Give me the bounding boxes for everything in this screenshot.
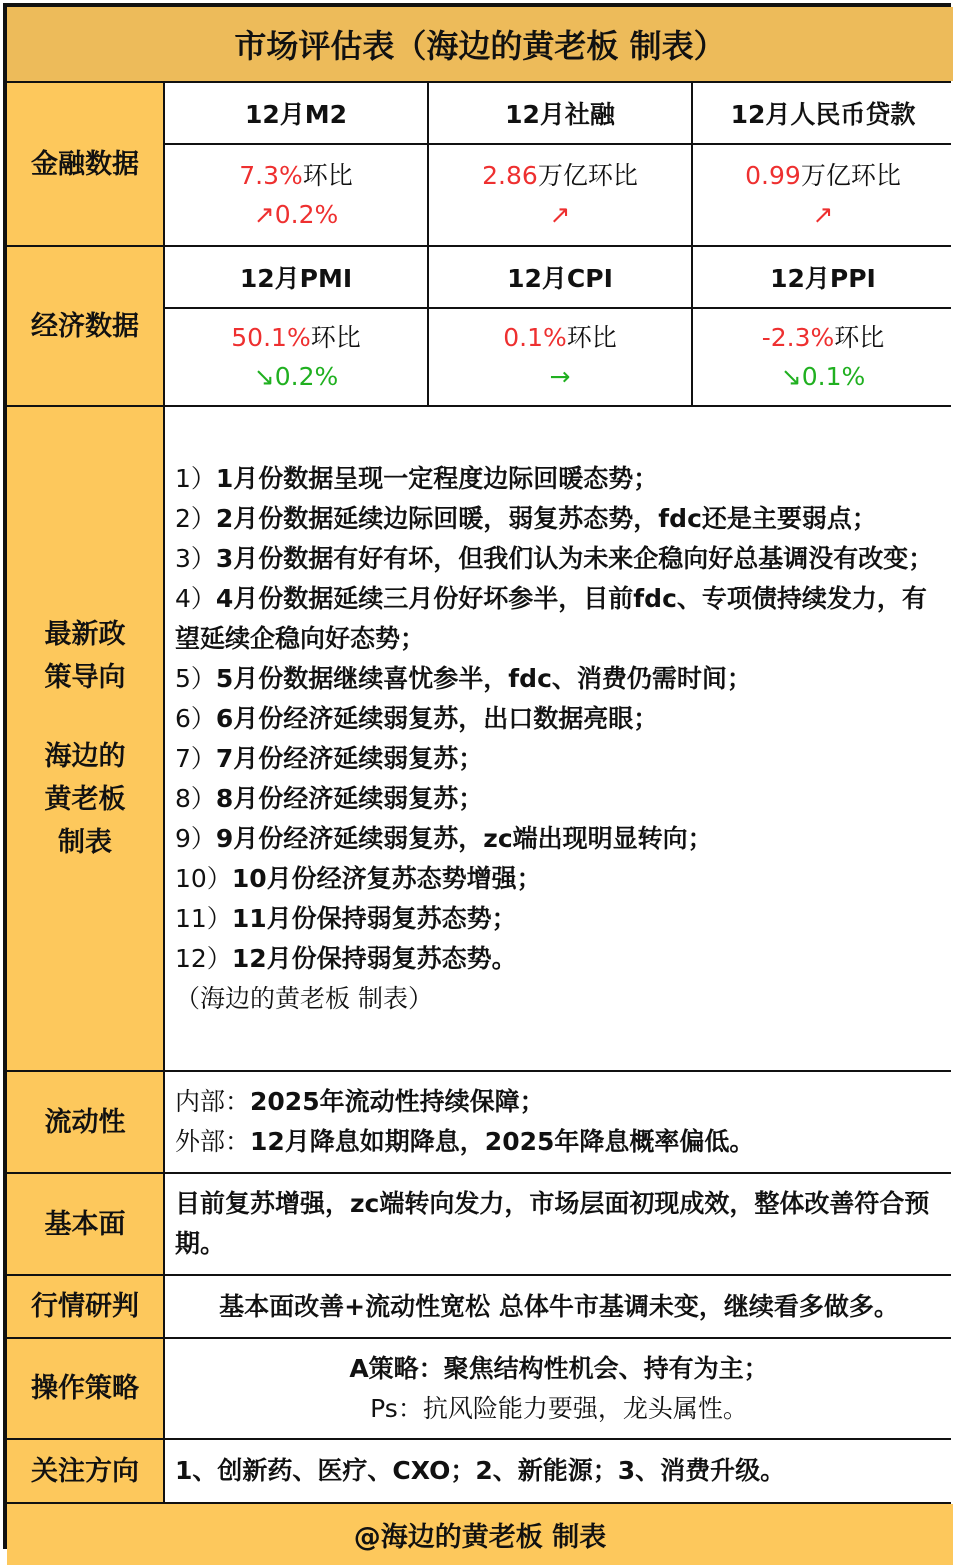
policy-num: 8） [175, 783, 216, 813]
strategy-label: 操作策略 [7, 1339, 163, 1438]
policy-text: 5月份数据继续喜忧参半，fdc、消费仍需时间； [215, 663, 752, 693]
policy-text: 8月份经济延续弱复苏； [215, 783, 484, 813]
table-title: 市场评估表（海边的黄老板 制表） [7, 7, 953, 81]
policy-item [175, 699, 658, 739]
finance-label: 金融数据 [7, 83, 163, 245]
cpi-header: 12月CPI [429, 247, 691, 307]
label-line: 黄老板 [44, 784, 126, 815]
strategy-line: Ps：抗风险能力要强，龙头属性。 [370, 1393, 748, 1423]
policy-item [175, 779, 483, 819]
policy-item [175, 459, 658, 499]
unit: 环比 [310, 323, 361, 352]
text: 2025年流动性持续保障； [250, 1087, 545, 1116]
policy-num: 5） [175, 663, 216, 693]
policy-text: 2月份数据延续边际回暖，弱复苏态势，fdc还是主要弱点； [215, 503, 877, 533]
unit: 环比 [566, 323, 617, 352]
value: 0.1% [503, 323, 567, 352]
policy-num: 7） [175, 743, 216, 773]
policy-num: 1） [175, 463, 216, 493]
liquidity-content [165, 1072, 953, 1172]
policy-text: 10月份经济复苏态势增强； [231, 863, 542, 893]
policy-num: 6） [175, 703, 216, 733]
pmi-value [165, 309, 427, 405]
policy-label [7, 407, 163, 1070]
ppi-value [693, 309, 953, 405]
m2-header: 12月M2 [165, 83, 427, 143]
cpi-value [429, 309, 691, 405]
rmb-loans-value [693, 145, 953, 245]
footer: @海边的黄老板 制表 [7, 1504, 953, 1565]
policy-text: 7月份经济延续弱复苏； [215, 743, 484, 773]
pmi-header: 12月PMI [165, 247, 427, 307]
value: 50.1% [231, 323, 311, 352]
change: ↗0.2% [253, 200, 339, 229]
label-line: 最新政 [44, 619, 126, 650]
change: ↗ [549, 200, 571, 229]
value: 0.99 [745, 161, 801, 190]
text: 12月降息如期降息，2025年降息概率偏低。 [250, 1127, 755, 1156]
policy-item [175, 939, 517, 979]
policy-text: 9月份经济延续弱复苏，zc端出现明显转向； [215, 823, 713, 853]
label-line: 海边的 [44, 741, 126, 772]
policy-text: 1月份数据呈现一定程度边际回暖态势； [215, 463, 659, 493]
policy-item [175, 859, 542, 899]
policy-num: 10） [175, 863, 232, 893]
policy-item [175, 899, 517, 939]
social-financing-header: 12月社融 [429, 83, 691, 143]
label-line: 策导向 [44, 662, 126, 693]
policy-num: 12） [175, 943, 232, 973]
strategy-content [165, 1339, 953, 1438]
policy-num: 11） [175, 903, 232, 933]
market-assessment-table [3, 3, 951, 1553]
label-line: 制表 [58, 827, 112, 858]
focus-text: 1、创新药、医疗、CXO；2、新能源；3、消费升级。 [165, 1440, 953, 1502]
policy-text: 12月份保持弱复苏态势。 [231, 943, 517, 973]
change: ↗ [812, 200, 834, 229]
rmb-loans-header: 12月人民币贷款 [693, 83, 953, 143]
m2-value [165, 145, 427, 245]
policy-text: 11月份保持弱复苏态势； [231, 903, 517, 933]
liquidity-label: 流动性 [7, 1072, 163, 1172]
change: → [549, 362, 571, 391]
policy-list [165, 407, 953, 1070]
change: ↘0.2% [253, 362, 339, 391]
policy-item [175, 579, 943, 659]
policy-text: 6月份经济延续弱复苏，出口数据亮眼； [215, 703, 659, 733]
policy-signature: （海边的黄老板 制表） [175, 983, 433, 1013]
strategy-line: A策略：聚焦结构性机会、持有为主； [349, 1353, 769, 1383]
value: -2.3% [761, 323, 835, 352]
social-financing-value [429, 145, 691, 245]
prefix: 外部： [175, 1127, 251, 1156]
market-label: 行情研判 [7, 1276, 163, 1337]
fundamentals-text: 目前复苏增强，zc端转向发力，市场层面初现成效，整体改善符合预期。 [165, 1174, 953, 1274]
policy-item [175, 659, 752, 699]
unit: 万亿环比 [537, 161, 638, 190]
policy-num: 4） [175, 583, 216, 613]
policy-text: 4月份数据延续三月份好坏参半，目前fdc、专项债持续发力，有望延续企稳向好态势； [175, 583, 927, 653]
unit: 环比 [834, 323, 885, 352]
ppi-header: 12月PPI [693, 247, 953, 307]
policy-item [175, 539, 933, 579]
value: 7.3% [239, 161, 303, 190]
policy-item [175, 499, 877, 539]
economy-label: 经济数据 [7, 247, 163, 405]
focus-label: 关注方向 [7, 1440, 163, 1502]
policy-num: 3） [175, 543, 216, 573]
unit: 环比 [302, 161, 353, 190]
fundamentals-label: 基本面 [7, 1174, 163, 1274]
policy-text: 3月份数据有好有坏，但我们认为未来企稳向好总基调没有改变； [215, 543, 934, 573]
policy-item [175, 819, 713, 859]
policy-num: 9） [175, 823, 216, 853]
market-text: 基本面改善+流动性宽松 总体牛市基调未变，继续看多做多。 [165, 1276, 953, 1337]
value: 2.86 [482, 161, 538, 190]
prefix: 内部： [175, 1087, 251, 1116]
change: ↘0.1% [780, 362, 866, 391]
policy-num: 2） [175, 503, 216, 533]
unit: 万亿环比 [800, 161, 901, 190]
policy-item [175, 739, 483, 779]
